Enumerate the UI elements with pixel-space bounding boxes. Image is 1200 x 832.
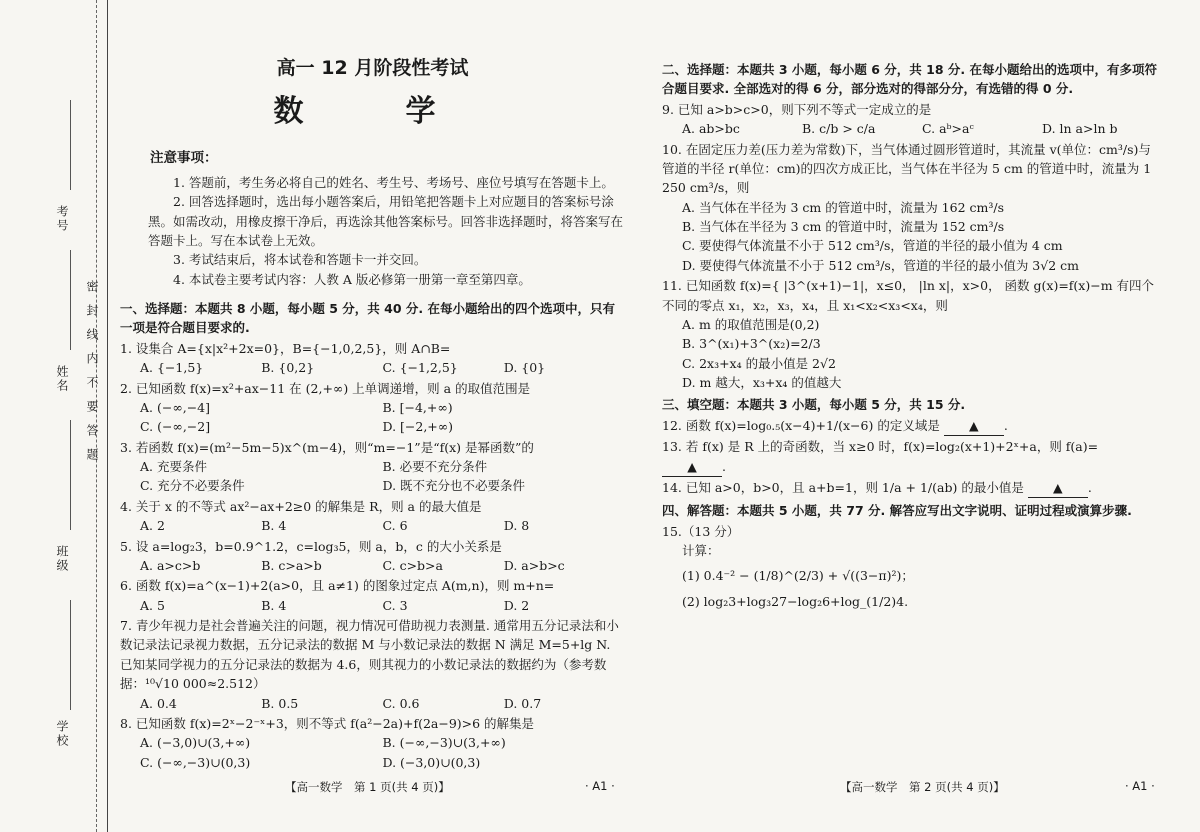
option-c: C. {−1,2,5} (382, 360, 458, 376)
option-d: D. 既不充分也不必要条件 (382, 478, 526, 494)
option-c: C. 3 (382, 597, 408, 613)
option-d: D. 要使得气体流量不小于 512 cm³/s，管道的半径的最小值为 3√2 cm (682, 257, 1079, 273)
question-sub: 计算： (682, 543, 720, 558)
question-4 (120, 497, 625, 536)
answer-blank: ▲ (662, 457, 722, 477)
option-d: D. m 越大，x₃+x₄ 的值越大 (682, 375, 842, 390)
question-stem: 13. 若 f(x) 是 R 上的奇函数，当 x≥0 时，f(x)=log₂(x+1)+2ˣ+a，则 f(a)= (662, 439, 1099, 455)
subject-title: 数 学 (273, 94, 472, 130)
left-column (120, 56, 625, 772)
footer-left-code: · A1 · (585, 779, 615, 793)
option-a: A. ab>bc (682, 121, 740, 137)
question-2 (120, 379, 625, 437)
option-a: A. {−1,5} (140, 360, 204, 376)
option-d: D. 8 (503, 518, 530, 534)
option-b: B. 4 (261, 518, 287, 534)
question-15 (662, 522, 1162, 612)
part-1: (1) 0.4⁻² − (1/8)^(2/3) + √((3−π)²)； (682, 568, 914, 584)
option-d: D. {0} (503, 360, 546, 376)
question-13: 13. 若 f(x) 是 R 上的奇函数，当 x≥0 时，f(x)=log₂(x+1)+2ˣ+a，则 f(a)= ▲ . (662, 437, 1162, 477)
kaohao-line (70, 100, 71, 190)
question-7 (120, 616, 625, 713)
option-a: A. m 的取值范围是(0,2) (682, 316, 820, 332)
options (120, 516, 625, 535)
question-1 (120, 339, 625, 378)
options (120, 358, 625, 377)
question-stem: 7. 青少年视力是社会普遍关注的问题，视力情况可借助视力表测量. 通常用五分记录法和小数记录法记录视力数据，五分记录法的数据 M 与小数记录法的数据 N 满足 M=5+lg N. 已知某同学视力的五分记录法的数据为 4.6，则其视力的小数记录法的数据约为（参考数据：¹⁰√10 000≈2.512） (120, 618, 619, 692)
question-10 (662, 140, 1162, 276)
footer-right-label: 【高一数学 第 2 页(共 4 页)】 (840, 780, 1005, 794)
option-c: C. c>b>a (382, 557, 443, 573)
option-a: A. 充要条件 (140, 459, 207, 475)
notice-item: 4. 本试卷主要考试内容：人教 A 版必修第一册第一章至第四章。 (173, 271, 531, 287)
options (120, 417, 625, 436)
question-3 (120, 438, 625, 496)
option-d: D. [−2,+∞) (382, 419, 454, 435)
xuexiao-line (70, 600, 71, 710)
options (120, 556, 625, 575)
options (120, 694, 625, 713)
question-stem: 10. 在固定压力差(压力差为常数)下，当气体通过圆形管道时，其流量 v(单位：cm³/s)与管道的半径 r(单位：cm)的四次方成正比，当气体在半径为 5 cm 的管道中时，流量为 1 250 cm³/s，则 (662, 141, 1152, 196)
option-c: C. 6 (382, 518, 408, 534)
options (120, 457, 625, 476)
option-c: C. 要使得气体流量不小于 512 cm³/s，管道的半径的最小值为 4 cm (682, 238, 1063, 254)
question-stem: 12. 函数 f(x)=log₀.₅(x−4)+1/(x−6) 的定义域是 (662, 417, 940, 433)
option-c: C. 2x₃+x₄ 的最小值是 2√2 (682, 355, 836, 371)
exam-title: 高一 12 月阶段性考试 (276, 57, 469, 79)
option-d: D. (−3,0)∪(0,3) (382, 754, 481, 770)
notice-block (120, 148, 625, 289)
option-b: B. c/b > c/a (802, 121, 876, 137)
xingming-label: 姓名 (55, 365, 69, 393)
question-stem: 11. 已知函数 f(x)={ |3^(x+1)−1|，x≤0， |ln x|，x>0， 函数 g(x)=f(x)−m 有四个不同的零点 x₁，x₂，x₃，x₄，且 x₁<x₂<x₃<x₄，则 (662, 278, 1155, 313)
option-c: C. 0.6 (382, 695, 420, 711)
question-12: 12. 函数 f(x)=log₀.₅(x−4)+1/(x−6) 的定义域是 ▲ . (662, 416, 1162, 436)
answer-blank: ▲ (944, 416, 1004, 436)
notice-item: 3. 考试结束后，将本试卷和答题卡一并交回。 (173, 252, 427, 268)
answer-blank: ▲ (1028, 478, 1088, 498)
option-a: A. 当气体在半径为 3 cm 的管道中时，流量为 162 cm³/s (682, 199, 1004, 215)
section-4-heading: 四、解答题：本题共 5 小题，共 77 分. 解答应写出文字说明、证明过程或演算步骤. (662, 503, 1132, 519)
options (120, 733, 625, 752)
option-b: B. 3^(x₁)+3^(x₂)=2/3 (682, 336, 821, 352)
option-d: D. a>b>c (503, 557, 565, 573)
option-c: C. aᵇ>aᶜ (922, 121, 974, 137)
option-a: A. (−3,0)∪(3,+∞) (140, 735, 251, 751)
option-c: C. 充分不必要条件 (140, 478, 245, 494)
question-9 (662, 100, 1162, 139)
banji-line (70, 420, 71, 530)
question-14: 14. 已知 a>0，b>0，且 a+b=1，则 1/a + 1/(ab) 的最小值是 ▲ . (662, 478, 1162, 498)
notice-item: 1. 答题前，考生务必将自己的姓名、考生号、考场号、座位号填写在答题卡上。 (173, 174, 614, 190)
option-b: B. c>a>b (261, 557, 322, 573)
kaohao-label: 考号 (55, 205, 69, 233)
section-3-heading: 三、填空题：本题共 3 小题，每小题 5 分，共 15 分. (662, 397, 966, 413)
option-d: D. 2 (503, 597, 530, 613)
binding-strip (0, 0, 108, 832)
option-a: A. a>c>b (140, 557, 201, 573)
question-5 (120, 537, 625, 576)
question-stem: 9. 已知 a>b>c>0，则下列不等式一定成立的是 (662, 101, 932, 117)
question-stem: 14. 已知 a>0，b>0，且 a+b=1，则 1/a + 1/(ab) 的最小值是 (662, 479, 1024, 495)
option-b: B. (−∞,−3)∪(3,+∞) (382, 735, 506, 751)
options (120, 753, 625, 772)
option-b: B. [−4,+∞) (382, 399, 453, 415)
option-c: C. (−∞,−2] (140, 419, 211, 435)
option-c: C. (−∞,−3)∪(0,3) (140, 754, 251, 770)
xuexiao-label: 学校 (55, 720, 69, 748)
seal-text: 密封线内不要答题 (85, 280, 99, 472)
question-stem: 8. 已知函数 f(x)=2ˣ−2⁻ˣ+3，则不等式 f(a²−2a)+f(2a−9)>6 的解集是 (120, 715, 535, 731)
option-a: A. 2 (140, 518, 165, 534)
option-a: A. 0.4 (140, 695, 177, 711)
question-8 (120, 714, 625, 772)
option-a: A. 5 (140, 597, 165, 613)
question-11 (662, 276, 1162, 392)
section-2-heading: 二、选择题：本题共 3 小题，每小题 6 分，共 18 分. 在每小题给出的选项中，有多项符合题目要求. 全部选对的得 6 分，部分选对的得部分分，有选错的得 0 分. (662, 62, 1158, 97)
right-column (662, 60, 1162, 611)
question-stem: 5. 设 a=log₂3，b=0.9^1.2，c=log₃5，则 a，b，c 的大小关系是 (120, 538, 502, 554)
option-b: B. 必要不充分条件 (382, 459, 488, 475)
notice-head: 注意事项： (150, 149, 218, 166)
part-2: (2) log₂3+log₃27−log₂6+log_(1/2)4. (682, 593, 909, 609)
option-b: B. 当气体在半径为 3 cm 的管道中时，流量为 152 cm³/s (682, 219, 1005, 234)
options (662, 119, 1162, 138)
options (120, 476, 625, 495)
footer-right-code: · A1 · (1125, 779, 1155, 793)
question-stem: 3. 若函数 f(x)=(m²−5m−5)x^(m−4)，则“m=−1”是“f(x) 是幂函数”的 (120, 439, 534, 455)
options (120, 596, 625, 615)
question-stem: 4. 关于 x 的不等式 ax²−ax+2≥0 的解集是 R，则 a 的最大值是 (120, 498, 482, 514)
notice-item: 2. 回答选择题时，选出每小题答案后，用铅笔把答题卡上对应题目的答案标号涂黑。如需改动，用橡皮擦干净后，再选涂其他答案标号。回答非选择题时，将答案写在答题卡上。写在本试卷上无效。 (148, 194, 624, 248)
options (120, 398, 625, 417)
question-stem: 2. 已知函数 f(x)=x²+ax−11 在 (2,+∞) 上单调递增，则 a 的取值范围是 (120, 380, 531, 396)
option-d: D. 0.7 (503, 695, 542, 711)
footer-left-label: 【高一数学 第 1 页(共 4 页)】 (285, 780, 450, 794)
question-stem: 1. 设集合 A={x|x²+2x=0}，B={−1,0,2,5}，则 A∩B= (120, 340, 451, 356)
option-b: B. {0,2} (261, 360, 315, 376)
question-stem: 6. 函数 f(x)=a^(x−1)+2(a>0，且 a≠1) 的图象过定点 A(m,n)，则 m+n= (120, 578, 555, 594)
option-a: A. (−∞,−4] (140, 399, 211, 415)
section-1-heading: 一、选择题：本题共 8 小题，每小题 5 分，共 40 分. 在每小题给出的四个选项中，只有一项是符合题目要求的. (120, 301, 616, 336)
option-b: B. 0.5 (261, 695, 299, 711)
question-head: 15.（13 分） (662, 523, 740, 539)
question-6 (120, 576, 625, 615)
banji-label: 班级 (55, 545, 69, 573)
xingming-line (70, 250, 71, 350)
option-d: D. ln a>ln b (1042, 121, 1118, 137)
option-b: B. 4 (261, 597, 287, 613)
